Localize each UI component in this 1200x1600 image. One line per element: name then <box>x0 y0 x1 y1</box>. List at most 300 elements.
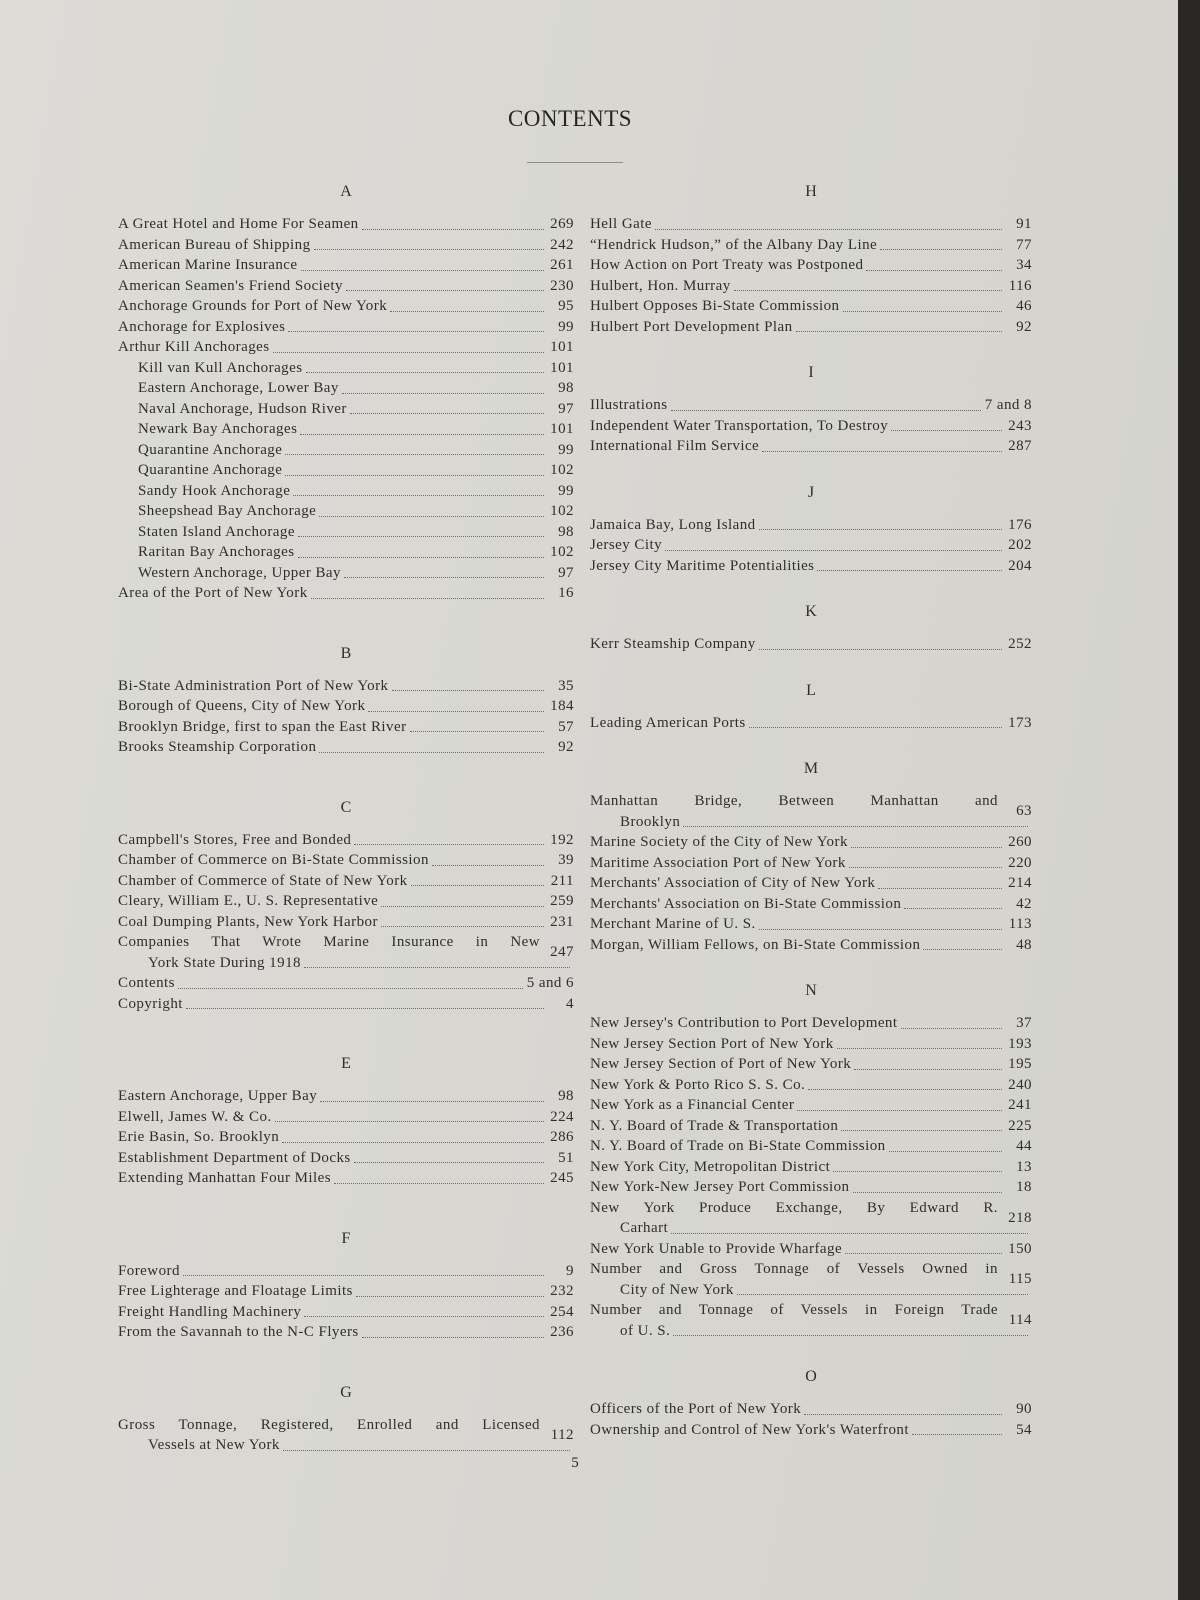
toc-entry-title: Officers of the Port of New York <box>590 1401 802 1417</box>
toc-entry-title-cont: Carhart <box>620 1220 669 1236</box>
toc-entry-title: Manhattan Bridge, Between Manhattan and <box>590 793 998 809</box>
section-letter: M <box>803 760 819 777</box>
toc-entry <box>118 737 574 758</box>
toc-entry-page: 245 <box>550 1170 574 1186</box>
leader-dots <box>273 352 544 353</box>
section-letter: J <box>807 483 815 501</box>
toc-entry-title: Anchorage Grounds for Port of New York <box>118 298 388 314</box>
toc-entry-page: 112 <box>550 1426 574 1443</box>
toc-entry-title-cont: City of New York <box>620 1281 734 1298</box>
section-letter: N <box>805 982 817 999</box>
toc-entry-title: Independent Water Transportation, To Destroy <box>590 417 889 434</box>
leader-dots <box>866 270 1002 271</box>
leader-dots <box>334 1183 544 1184</box>
toc-entry <box>590 1259 1032 1300</box>
toc-entry <box>590 214 1032 235</box>
toc-entry-page: 77 <box>1016 236 1032 253</box>
toc-entry <box>118 1148 574 1169</box>
toc-entry-page: 48 <box>1016 936 1032 953</box>
toc-entry <box>590 894 1032 915</box>
toc-entry-page: 102 <box>550 503 574 519</box>
toc-entry <box>118 460 574 481</box>
leader-dots <box>749 727 1002 728</box>
toc-entry <box>118 830 574 851</box>
toc-entry-page: 241 <box>1008 1097 1032 1113</box>
leader-dots <box>320 1101 544 1102</box>
leader-dots <box>671 1233 1028 1234</box>
section-f <box>118 1229 574 1343</box>
toc-entry <box>118 850 574 871</box>
toc-entry <box>590 296 1032 317</box>
toc-entry <box>590 1075 1032 1096</box>
toc-entry-title: Campbell's Stores, Free and Bonded <box>118 831 352 848</box>
toc-entry <box>590 317 1032 338</box>
toc-entry <box>590 535 1032 556</box>
toc-entry-page: 242 <box>550 236 574 253</box>
toc-entry <box>118 1261 574 1282</box>
leader-dots <box>368 711 544 712</box>
toc-entry <box>118 522 574 543</box>
toc-entry-line1 <box>118 1415 574 1436</box>
leader-dots <box>285 454 544 455</box>
toc-entry <box>590 1239 1032 1260</box>
toc-entry <box>118 481 574 502</box>
leader-dots <box>808 1089 1002 1090</box>
leader-dots <box>298 557 544 558</box>
toc-entry-page: 260 <box>1008 834 1032 850</box>
toc-entry-title: Merchants' Association on Bi-State Commission <box>590 895 902 912</box>
toc-entry-line2 <box>118 944 574 974</box>
leader-dots <box>432 865 544 866</box>
leader-dots <box>183 1275 544 1276</box>
toc-entry <box>590 713 1032 734</box>
page-edge-shadow <box>1178 0 1200 1600</box>
toc-entry-title: Marine Society of the City of New York <box>590 834 848 850</box>
toc-entry <box>590 436 1032 457</box>
leader-dots <box>797 1110 1002 1111</box>
toc-entry <box>118 973 574 994</box>
section-a <box>118 182 574 604</box>
toc-entry-page: 46 <box>1016 298 1032 314</box>
leader-dots <box>889 1151 1002 1152</box>
toc-entry-page: 95 <box>558 298 574 314</box>
toc-entry <box>118 378 574 399</box>
toc-entry-title: Brooks Steamship Corporation <box>118 739 317 755</box>
toc-entry <box>118 871 574 892</box>
toc-entry-page: 99 <box>558 318 574 335</box>
toc-entry <box>118 399 574 420</box>
toc-entry-title: Chamber of Commerce of State of New York <box>118 872 408 889</box>
toc-entry-page: 184 <box>550 698 574 714</box>
leader-dots <box>342 393 544 394</box>
toc-entry <box>590 515 1032 536</box>
leader-dots <box>356 1296 544 1297</box>
toc-entry-line2 <box>590 1312 1032 1342</box>
toc-entry <box>590 914 1032 935</box>
leader-dots <box>304 967 570 968</box>
leader-dots <box>901 1028 1003 1029</box>
toc-entry-title: Sheepshead Bay Anchorage <box>138 503 317 519</box>
toc-entry-title: From the Savannah to the N-C Flyers <box>118 1324 359 1340</box>
toc-entry <box>118 317 574 338</box>
toc-entry-line1 <box>590 791 1032 812</box>
toc-entry-title: Kill van Kull Anchorages <box>138 359 303 376</box>
section-letter: H <box>805 183 817 200</box>
leader-dots <box>843 311 1003 312</box>
toc-entry-title: Hulbert Opposes Bi-State Commission <box>590 298 840 314</box>
toc-entry-page: 90 <box>1016 1401 1032 1417</box>
toc-entry-title: Arthur Kill Anchorages <box>118 339 270 355</box>
leader-dots <box>841 1130 1002 1131</box>
toc-entry <box>118 1281 574 1302</box>
leader-dots <box>298 536 544 537</box>
toc-entry-title: Copyright <box>118 995 183 1012</box>
leader-dots <box>853 1192 1003 1193</box>
toc-entry <box>590 276 1032 297</box>
toc-entry-page: 225 <box>1008 1117 1032 1134</box>
toc-entry <box>590 255 1032 276</box>
toc-entry-page: 176 <box>1008 516 1032 533</box>
toc-entry-page: 13 <box>1016 1158 1032 1175</box>
toc-entry-title: Hell Gate <box>590 216 652 232</box>
toc-entry-page: 220 <box>1008 854 1032 871</box>
toc-entry <box>118 542 574 563</box>
toc-entry-title: N. Y. Board of Trade & Transportation <box>590 1117 839 1134</box>
toc-entry <box>118 501 574 522</box>
toc-entry <box>118 1127 574 1148</box>
toc-entry-title: Morgan, William Fellows, on Bi-State Commission <box>590 936 921 953</box>
section-g <box>118 1383 574 1456</box>
toc-entry-title: Eastern Anchorage, Lower Bay <box>138 380 339 396</box>
toc-entry-line1 <box>590 1300 1032 1321</box>
toc-entry-page: 57 <box>558 718 574 735</box>
toc-entry-page: 231 <box>550 913 574 930</box>
leader-dots <box>311 598 544 599</box>
toc-entry-page: 236 <box>550 1324 574 1340</box>
toc-entry-title: Merchant Marine of U. S. <box>590 916 756 932</box>
toc-entry-page: 193 <box>1008 1035 1032 1052</box>
toc-entry-title: Brooklyn Bridge, first to span the East River <box>118 718 407 735</box>
section-o <box>590 1367 1032 1440</box>
toc-entry-title: “Hendrick Hudson,” of the Albany Day Line <box>590 236 878 253</box>
toc-entry-title: New Jersey Section Port of New York <box>590 1035 834 1052</box>
toc-entry-page: 99 <box>558 482 574 499</box>
leader-dots <box>410 731 544 732</box>
leader-dots <box>796 331 1002 332</box>
toc-entry <box>118 932 574 973</box>
leader-dots <box>411 885 544 886</box>
toc-entry-title: Bi-State Administration Port of New York <box>118 677 389 694</box>
toc-entry-page: 150 <box>1008 1240 1032 1257</box>
section-letter: O <box>805 1368 817 1385</box>
toc-entry-line1 <box>590 1259 1032 1280</box>
toc-entry-line2 <box>118 1426 574 1456</box>
toc-entry-page: 98 <box>558 380 574 396</box>
toc-entry-page: 63 <box>1016 803 1032 819</box>
toc-entry-title: Leading American Ports <box>590 714 746 731</box>
leader-dots <box>762 451 1002 452</box>
toc-entry-page: 254 <box>550 1303 574 1320</box>
toc-entry-title: Maritime Association Port of New York <box>590 854 846 871</box>
toc-entry <box>590 1034 1032 1055</box>
toc-entry-page: 115 <box>1008 1271 1032 1287</box>
toc-entry <box>118 1168 574 1189</box>
section-letter: L <box>806 681 816 699</box>
toc-entry-title: Gross Tonnage, Registered, Enrolled and Licensed <box>118 1416 540 1433</box>
toc-entry <box>590 1095 1032 1116</box>
leader-dots <box>655 229 1002 230</box>
left-column <box>118 182 574 1456</box>
toc-entry-title-cont: of U. S. <box>620 1322 671 1339</box>
toc-entry-title-cont: Brooklyn <box>620 813 681 830</box>
toc-entry-page: 224 <box>550 1108 574 1125</box>
toc-entry-page: 101 <box>550 421 574 437</box>
leader-dots <box>381 926 544 927</box>
toc-entry-title: Free Lighterage and Floatage Limits <box>118 1283 353 1299</box>
leader-dots <box>392 690 544 691</box>
toc-entry <box>590 1116 1032 1137</box>
section-e <box>118 1054 574 1189</box>
toc-entry-page: 287 <box>1008 438 1032 454</box>
leader-dots <box>186 1008 544 1009</box>
leader-dots <box>282 1142 544 1143</box>
section-b <box>118 644 574 758</box>
toc-entry-page: 101 <box>550 339 574 355</box>
toc-entry-page: 240 <box>1008 1076 1032 1093</box>
toc-entry-title: Naval Anchorage, Hudson River <box>138 400 347 417</box>
toc-entry-title: Raritan Bay Anchorages <box>138 544 295 560</box>
leader-dots <box>671 410 981 411</box>
toc-entry-title: Staten Island Anchorage <box>138 523 295 540</box>
toc-entry-title: Freight Handling Machinery <box>118 1303 302 1320</box>
leader-dots <box>759 929 1002 930</box>
title-rule <box>527 162 623 163</box>
toc-entry-title-cont: Vessels at New York <box>148 1437 280 1453</box>
toc-entry-page: 116 <box>1008 277 1032 294</box>
toc-entry-page: 98 <box>558 1088 574 1104</box>
leader-dots <box>319 516 544 517</box>
toc-entry-title: Number and Gross Tonnage of Vessels Owned in <box>590 1261 998 1277</box>
leader-dots <box>804 1414 1002 1415</box>
leader-dots <box>845 1253 1002 1254</box>
toc-entry-title: Extending Manhattan Four Miles <box>118 1170 332 1186</box>
toc-entry-title-cont: York State During 1918 <box>148 954 301 971</box>
page-title: CONTENTS <box>507 106 633 131</box>
toc-entry-page: 39 <box>558 852 574 868</box>
toc-entry <box>118 717 574 738</box>
toc-entry <box>118 440 574 461</box>
section-letter: G <box>340 1383 352 1401</box>
toc-entry-page: 44 <box>1016 1138 1032 1154</box>
toc-entry <box>590 1136 1032 1157</box>
toc-entry-page: 252 <box>1008 636 1032 652</box>
toc-entry-line1 <box>118 932 574 953</box>
section-m <box>590 759 1032 955</box>
toc-entry <box>118 891 574 912</box>
toc-entry-page: 97 <box>558 400 574 417</box>
toc-entry-page: 113 <box>1008 916 1032 932</box>
toc-entry-page: 34 <box>1016 257 1032 273</box>
leader-dots <box>288 331 544 332</box>
toc-entry-title: Jersey City <box>590 537 663 553</box>
toc-entry <box>118 296 574 317</box>
toc-entry-page: 114 <box>1008 1312 1032 1328</box>
toc-entry-page: 99 <box>558 441 574 458</box>
leader-dots <box>878 888 1002 889</box>
toc-entry-title: Jamaica Bay, Long Island <box>590 516 756 533</box>
toc-entry-title: American Seamen's Friend Society <box>118 277 343 294</box>
toc-entry <box>118 1107 574 1128</box>
toc-entry-title: International Film Service <box>590 438 760 454</box>
section-letter: E <box>341 1055 351 1072</box>
section-j <box>590 483 1032 577</box>
leader-dots <box>665 550 1002 551</box>
toc-entry-page: 42 <box>1016 895 1032 912</box>
toc-entry <box>118 419 574 440</box>
toc-entry-title: New York Unable to Provide Wharfage <box>590 1240 843 1257</box>
page-number: 5 <box>571 1455 579 1471</box>
section-k <box>590 602 1032 655</box>
toc-entry-title: Sandy Hook Anchorage <box>138 482 291 499</box>
section-letter: I <box>808 364 814 381</box>
toc-entry-title: Cleary, William E., U. S. Representative <box>118 893 379 909</box>
leader-dots <box>300 434 544 435</box>
toc-entry <box>118 255 574 276</box>
toc-entry-page: 259 <box>550 893 574 909</box>
leader-dots <box>912 1434 1002 1435</box>
toc-entry <box>118 912 574 933</box>
toc-entry <box>590 556 1032 577</box>
leader-dots <box>283 1450 570 1451</box>
leader-dots <box>854 1069 1002 1070</box>
toc-entry-line1 <box>590 1198 1032 1219</box>
section-letter: K <box>805 603 817 620</box>
toc-entry <box>118 583 574 604</box>
section-c <box>118 798 574 1015</box>
leader-dots <box>851 847 1002 848</box>
toc-entry-title: Hulbert, Hon. Murray <box>590 277 731 294</box>
section-letter: F <box>341 1229 351 1247</box>
toc-entry <box>118 676 574 697</box>
toc-entry <box>118 214 574 235</box>
toc-entry-title: New York as a Financial Center <box>590 1097 795 1113</box>
right-column <box>590 182 1032 1440</box>
section-l <box>590 681 1032 734</box>
toc-entry <box>118 563 574 584</box>
toc-entry-title: New Jersey Section of Port of New York <box>590 1056 852 1072</box>
toc-entry-page: 35 <box>558 677 574 694</box>
toc-entry-page: 173 <box>1008 714 1032 731</box>
toc-entry-title: A Great Hotel and Home For Seamen <box>118 216 359 232</box>
toc-entry <box>590 634 1032 655</box>
section-i <box>590 363 1032 457</box>
section-h <box>590 182 1032 337</box>
toc-entry <box>590 416 1032 437</box>
toc-entry-title: Ownership and Control of New York's Waterfront <box>590 1421 909 1438</box>
toc-entry <box>590 1177 1032 1198</box>
leader-dots <box>350 413 544 414</box>
section-letter: A <box>340 183 352 200</box>
leader-dots <box>381 906 544 907</box>
toc-entry-title: Anchorage for Explosives <box>118 318 286 335</box>
toc-entry-page: 211 <box>550 872 574 889</box>
toc-entry-page: 5 and 6 <box>526 975 574 991</box>
leader-dots <box>390 311 544 312</box>
leader-dots <box>837 1048 1002 1049</box>
section-letter: C <box>340 798 352 816</box>
leader-dots <box>314 249 544 250</box>
toc-entry <box>590 1054 1032 1075</box>
leader-dots <box>880 249 1002 250</box>
leader-dots <box>354 844 544 845</box>
section-n <box>590 981 1032 1341</box>
toc-entry <box>590 395 1032 416</box>
toc-entry-page: 16 <box>558 585 574 601</box>
toc-entry-page: 192 <box>550 831 574 848</box>
toc-entry-title: Kerr Steamship Company <box>590 636 756 652</box>
toc-entry-title: Area of the Port of New York <box>118 585 308 601</box>
leader-dots <box>849 867 1002 868</box>
toc-entry-page: 54 <box>1016 1421 1032 1438</box>
toc-entry-page: 286 <box>550 1129 574 1145</box>
toc-entry-title: Merchants' Association of City of New York <box>590 875 876 891</box>
toc-entry-title: Borough of Queens, City of New York <box>118 698 366 714</box>
leader-dots <box>306 372 544 373</box>
toc-entry-page: 232 <box>550 1283 574 1299</box>
toc-entry-title: New York-New Jersey Port Commission <box>590 1179 850 1195</box>
toc-entry-page: 247 <box>550 944 574 960</box>
toc-entry <box>590 1420 1032 1441</box>
toc-entry-page: 218 <box>1008 1209 1032 1226</box>
toc-entry-title: Jersey City Maritime Potentialities <box>590 557 815 574</box>
toc-entry-title: Eastern Anchorage, Upper Bay <box>118 1088 318 1104</box>
toc-entry <box>590 853 1032 874</box>
toc-entry <box>590 1157 1032 1178</box>
toc-entry-title: New York & Porto Rico S. S. Co. <box>590 1076 806 1093</box>
toc-entry-title: How Action on Port Treaty was Postponed <box>590 257 864 273</box>
toc-entry-line2 <box>590 803 1032 833</box>
toc-entry-title: Illustrations <box>590 397 668 413</box>
toc-entry-page: 102 <box>550 462 574 478</box>
toc-entry-title: Foreword <box>118 1262 180 1279</box>
leader-dots <box>304 1316 544 1317</box>
toc-entry <box>590 235 1032 256</box>
toc-entry-title: Erie Basin, So. Brooklyn <box>118 1129 280 1145</box>
toc-entry-line2 <box>590 1209 1032 1239</box>
toc-entry <box>590 1198 1032 1239</box>
leader-dots <box>759 649 1002 650</box>
leader-dots <box>737 1294 1028 1295</box>
leader-dots <box>178 988 523 989</box>
leader-dots <box>734 290 1002 291</box>
leader-dots <box>319 752 544 753</box>
toc-entry-page: 214 <box>1008 875 1032 891</box>
toc-entry-title: New York City, Metropolitan District <box>590 1158 831 1175</box>
leader-dots <box>275 1121 544 1122</box>
toc-entry-page: 98 <box>558 523 574 540</box>
toc-entry-title: New York Produce Exchange, By Edward R. <box>590 1199 998 1216</box>
toc-entry-page: 243 <box>1008 417 1032 434</box>
leader-dots <box>904 908 1002 909</box>
toc-entry <box>118 276 574 297</box>
toc-entry-page: 9 <box>566 1262 574 1279</box>
toc-entry-page: 37 <box>1016 1015 1032 1031</box>
toc-entry <box>118 696 574 717</box>
toc-entry-page: 261 <box>550 257 574 273</box>
toc-entry-title: Quarantine Anchorage <box>138 462 283 478</box>
toc-entry <box>590 832 1032 853</box>
toc-entry <box>118 1415 574 1456</box>
